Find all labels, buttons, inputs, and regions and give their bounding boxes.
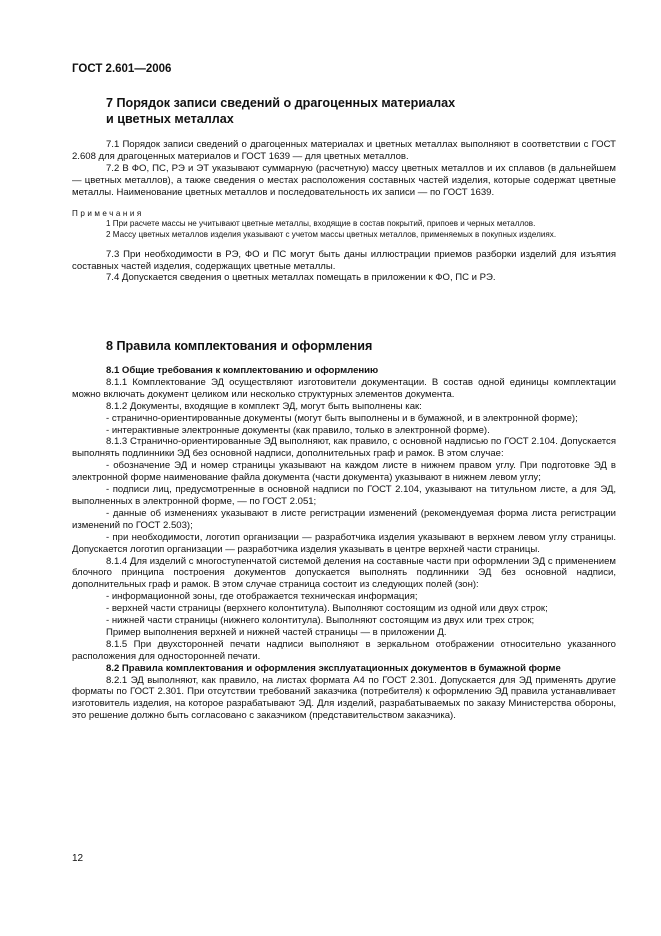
list-item: - данные об изменениях указывают в листе регистрации изменений (рекомендуемая форма листа регистрации изменений по ГОСТ 2.503); (72, 507, 616, 531)
section-8-title: 8 Правила комплектования и оформления (106, 339, 373, 353)
notes-title: Примечания (72, 208, 144, 218)
list-item: - при необходимости, логотип организации — разработчика изделия указывают в верхнем левом углу страницы. Допускается логотип организации — разработчика изделия указывать в центре верхней части страницы. (72, 531, 616, 555)
paragraph-7-3: 7.3 При необходимости в РЭ, ФО и ПС могут быть даны иллюстрации приемов разборки изделий для изъятия составных частей изделия, содержащих цветные металлы. (72, 248, 616, 272)
section-7-title-line1: 7 Порядок записи сведений о драгоценных материалах (106, 96, 456, 110)
list-item: - интерактивные электронные документы (как правило, только в электронной форме). (106, 424, 490, 436)
paragraph-8-1-1: 8.1.1 Комплектование ЭД осуществляют изготовители документации. В состав одной единицы комплектации можно включать документ целиком или несколько структурных элементов документа. (72, 376, 616, 400)
list-item: - нижней части страницы (нижнего колонтитула). Выполняют состоящим из двух или трех строк; (106, 615, 535, 627)
list-item: - подписи лиц, предусмотренные в основной надписи по ГОСТ 2.104, указывают на титульном листе, а для ЭД, выполненных в электронной форме, — по ГОСТ 2.051; (72, 484, 616, 507)
list-item: - обозначение ЭД и номер страницы указывают на каждом листе в нижнем правом углу. При подготовке ЭД в электронной форме наименование файла документа (части документа) указывают в нижнем левом углу; (72, 460, 616, 484)
paragraph-8-2-1: 8.2.1 ЭД выполняют, как правило, на листах формата А4 по ГОСТ 2.301. Допускается для ЭД применять другие форматы по ГОСТ 2.301. При отсутствии требований заказчика (потребителя) к оформлению ЭД правила устанавливает изготовитель изделия, на которое разрабатывают ЭД. Для изделий, разрабатываемых по заказу Министерства обороны, это решение должно быть согласовано с заказчиком (представительством заказчика). (72, 674, 616, 722)
subsection-8-1-title: 8.1 Общие требования к комплектованию и оформлению (106, 365, 379, 376)
section-7-body (72, 139, 616, 284)
list-item: - верхней части страницы (верхнего колонтитула). Выполняют состоящим из одной или двух строк; (106, 603, 548, 615)
document-header: ГОСТ 2.601—2006 (72, 63, 172, 75)
paragraph-8-1-3: 8.1.3 Странично-ориентированные ЭД выполняют, как правило, с основной надписью по ГОСТ 2.104. Допускается выполнять подлинники ЭД без основной надписи, дополнительных граф и рамок. В этом случае: (72, 436, 616, 460)
note-2: 2 Массу цветных металлов изделия указывают с учетом массы цветных металлов, применяемых в покупных изделиях. (106, 230, 557, 240)
subsection-8-2-title: 8.2 Правила комплектования и оформления эксплуатационных документов в бумажной форме (106, 662, 561, 674)
paragraph-8-1-4: 8.1.4 Для изделий с многоступенчатой системой деления на составные части при оформлении ЭД с применением блочного принципа построения документов допускается выполнять подлинники ЭД без основной надписи, дополнительных граф и рамок. В этом случае страница состоит из следующих полей (зон): (72, 555, 616, 591)
paragraph-7-4: 7.4 Допускается сведения о цветных металлах помещать в приложении к ФО, ПС и РЭ. (106, 272, 496, 284)
example-reference: Пример выполнения верхней и нижней частей страницы — в приложении Д. (106, 626, 447, 638)
note-1: 1 При расчете массы не учитывают цветные металлы, входящие в состав покрытий, припоев и черных металлов. (106, 219, 536, 229)
page-number: 12 (72, 853, 84, 864)
paragraph-8-1-2: 8.1.2 Документы, входящие в комплект ЭД, могут быть выполнены как: (106, 400, 422, 412)
paragraph-7-1: 7.1 Порядок записи сведений о драгоценных материалах и цветных металлах выполняют в соответствии с ГОСТ 2.608 для драгоценных материалов и ГОСТ 1639 — для цветных металлов. (72, 139, 616, 162)
paragraph-8-1-5: 8.1.5 При двухсторонней печати надписи выполняют в зеркальном отображении относительно указанного расположения для односторонней печати. (72, 638, 616, 662)
list-item: - странично-ориентированные документы (могут быть выполнены и в бумажной, и в электронной форме); (106, 412, 578, 424)
section-7-title (106, 96, 455, 127)
paragraph-7-2: 7.2 В ФО, ПС, РЭ и ЭТ указывают суммарную (расчетную) массу цветных металлов и их сплавов (в дальнейшем — цветных металлов), а также сведения о местах расположения составных частей изделия, которые содержат цветные металлы. Наименование цветных металлов и последовательность их записи — по ГОСТ 1639. (72, 162, 616, 198)
list-item: - информационной зоны, где отображается техническая информация; (106, 591, 418, 603)
section-7-title-line2: и цветных металлах (106, 111, 234, 126)
section-8-body (72, 365, 616, 722)
